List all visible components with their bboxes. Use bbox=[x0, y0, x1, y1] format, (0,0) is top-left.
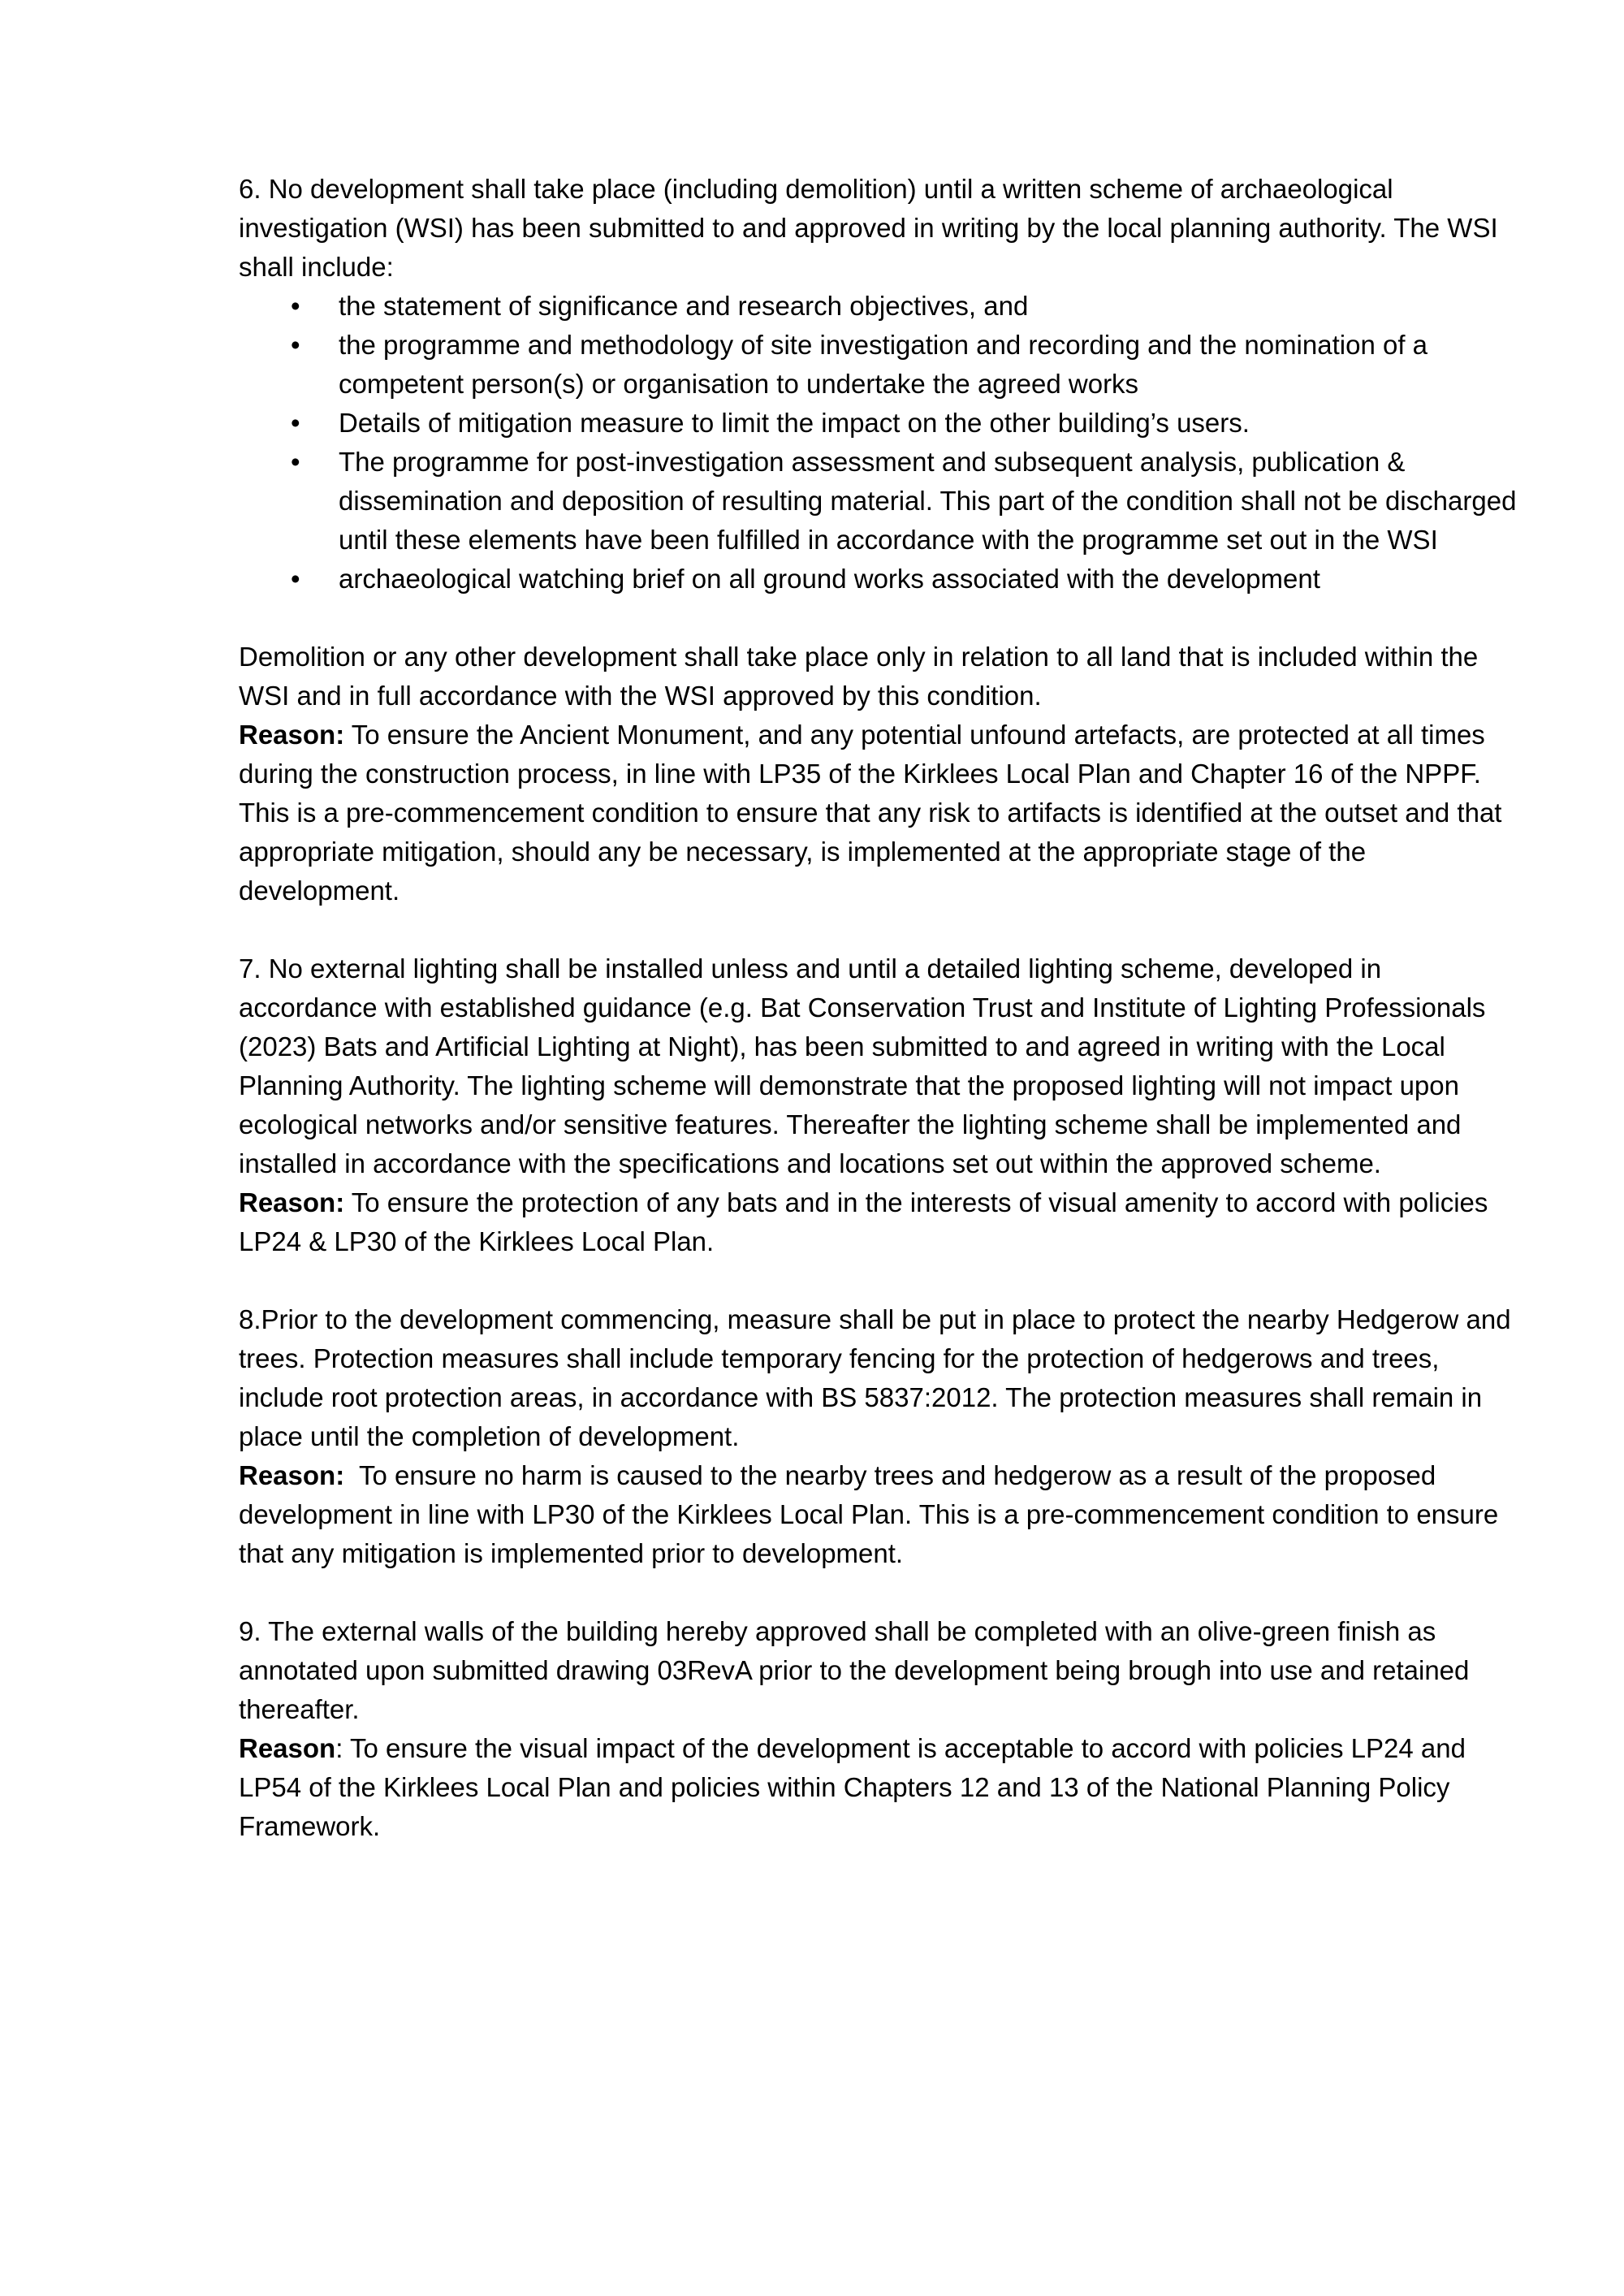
blank-line bbox=[239, 599, 1527, 638]
condition-7-text bbox=[239, 949, 1527, 1183]
reason-label: Reason: bbox=[239, 720, 345, 750]
text-run: 6. No development shall take place (including demolition) until a written scheme of archaeological investigation (WSI) has been submitted to and approved in writing by the local planning authority. The WSI shall include: bbox=[239, 174, 1498, 282]
blank-line bbox=[239, 1261, 1527, 1300]
text-run: 7. No external lighting shall be installed unless and until a detailed lighting scheme, developed in accordance with established guidance (e.g. Bat Conservation Trust and Institute of Lighting Professionals (2023) Bats and Artificial Lighting at Night), has been submitted to and agreed in writing with the Local Planning Authority. The lighting scheme will demonstrate that the proposed lighting will not impact upon ecological networks and/or sensitive features. Thereafter the lighting scheme shall be implemented and installed in accordance with the specifications and locations set out within the approved scheme. bbox=[239, 953, 1486, 1178]
condition-8-text bbox=[239, 1300, 1527, 1456]
document-body bbox=[239, 170, 1527, 1846]
reason-label: Reason bbox=[239, 1733, 336, 1763]
text-run: : To ensure the visual impact of the development is acceptable to accord with policies LP24 and LP54 of the Kirklees Local Plan and policies within Chapters 12 and 13 of the National Planning Policy Framework. bbox=[239, 1733, 1466, 1841]
reason-label: Reason: bbox=[239, 1187, 345, 1217]
bullet-item: • the programme and methodology of site investigation and recording and the nomination of a competent person(s) or organisation to undertake the agreed works bbox=[339, 326, 1527, 404]
condition-9-text bbox=[239, 1612, 1527, 1729]
text-run: 9. The external walls of the building hereby approved shall be completed with an olive-green finish as annotated upon submitted drawing 03RevA prior to the development being brough into use and retained thereafter. bbox=[239, 1616, 1470, 1724]
bullet-item: • The programme for post-investigation assessment and subsequent analysis, publication & dissemination and deposition of resulting material. This part of the condition shall not be discharged until these elements have been fulfilled in accordance with the programme set out in the WSI bbox=[339, 443, 1527, 560]
condition-6-reason bbox=[239, 716, 1527, 910]
condition-6-intro bbox=[239, 170, 1527, 287]
condition-9-reason bbox=[239, 1729, 1527, 1846]
text-run: 8.Prior to the development commencing, measure shall be put in place to protect the nearby Hedgerow and trees. Protection measures shall include temporary fencing for the protection of hedgerows and trees, include root protection areas, in accordance with BS 5837:2012. The protection measures shall remain in place until the completion of development. bbox=[239, 1304, 1511, 1451]
blank-line bbox=[239, 1573, 1527, 1612]
text-run: To ensure the Ancient Monument, and any potential unfound artefacts, are protected at all times during the construction process, in line with LP35 of the Kirklees Local Plan and Chapter 16 of the NPPF. This is a pre-commencement condition to ensure that any risk to artifacts is identified at the outset and that appropriate mitigation, should any be necessary, is implemented at the appropriate stage of the development. bbox=[239, 720, 1502, 906]
text-run: To ensure no harm is caused to the nearby trees and hedgerow as a result of the proposed development in line with LP30 of the Kirklees Local Plan. This is a pre-commencement condition to ensure that any mitigation is implemented prior to development. bbox=[239, 1460, 1499, 1568]
bullet-item: • archaeological watching brief on all ground works associated with the development bbox=[339, 560, 1527, 599]
text-run: Demolition or any other development shall take place only in relation to all land that is included within the WSI and in full accordance with the WSI approved by this condition. bbox=[239, 642, 1479, 711]
blank-line bbox=[239, 910, 1527, 949]
bullet-item: • Details of mitigation measure to limit the impact on the other building’s users. bbox=[339, 404, 1527, 443]
bullet-item: • the statement of significance and research objectives, and bbox=[339, 287, 1527, 326]
condition-7-reason bbox=[239, 1183, 1527, 1261]
condition-6-demolition-clause bbox=[239, 638, 1527, 716]
text-run: To ensure the protection of any bats and in the interests of visual amenity to accord with policies LP24 & LP30 of the Kirklees Local Plan. bbox=[239, 1187, 1488, 1256]
condition-6-bullet-list bbox=[239, 287, 1527, 599]
reason-label: Reason: bbox=[239, 1460, 345, 1490]
condition-8-reason bbox=[239, 1456, 1527, 1573]
